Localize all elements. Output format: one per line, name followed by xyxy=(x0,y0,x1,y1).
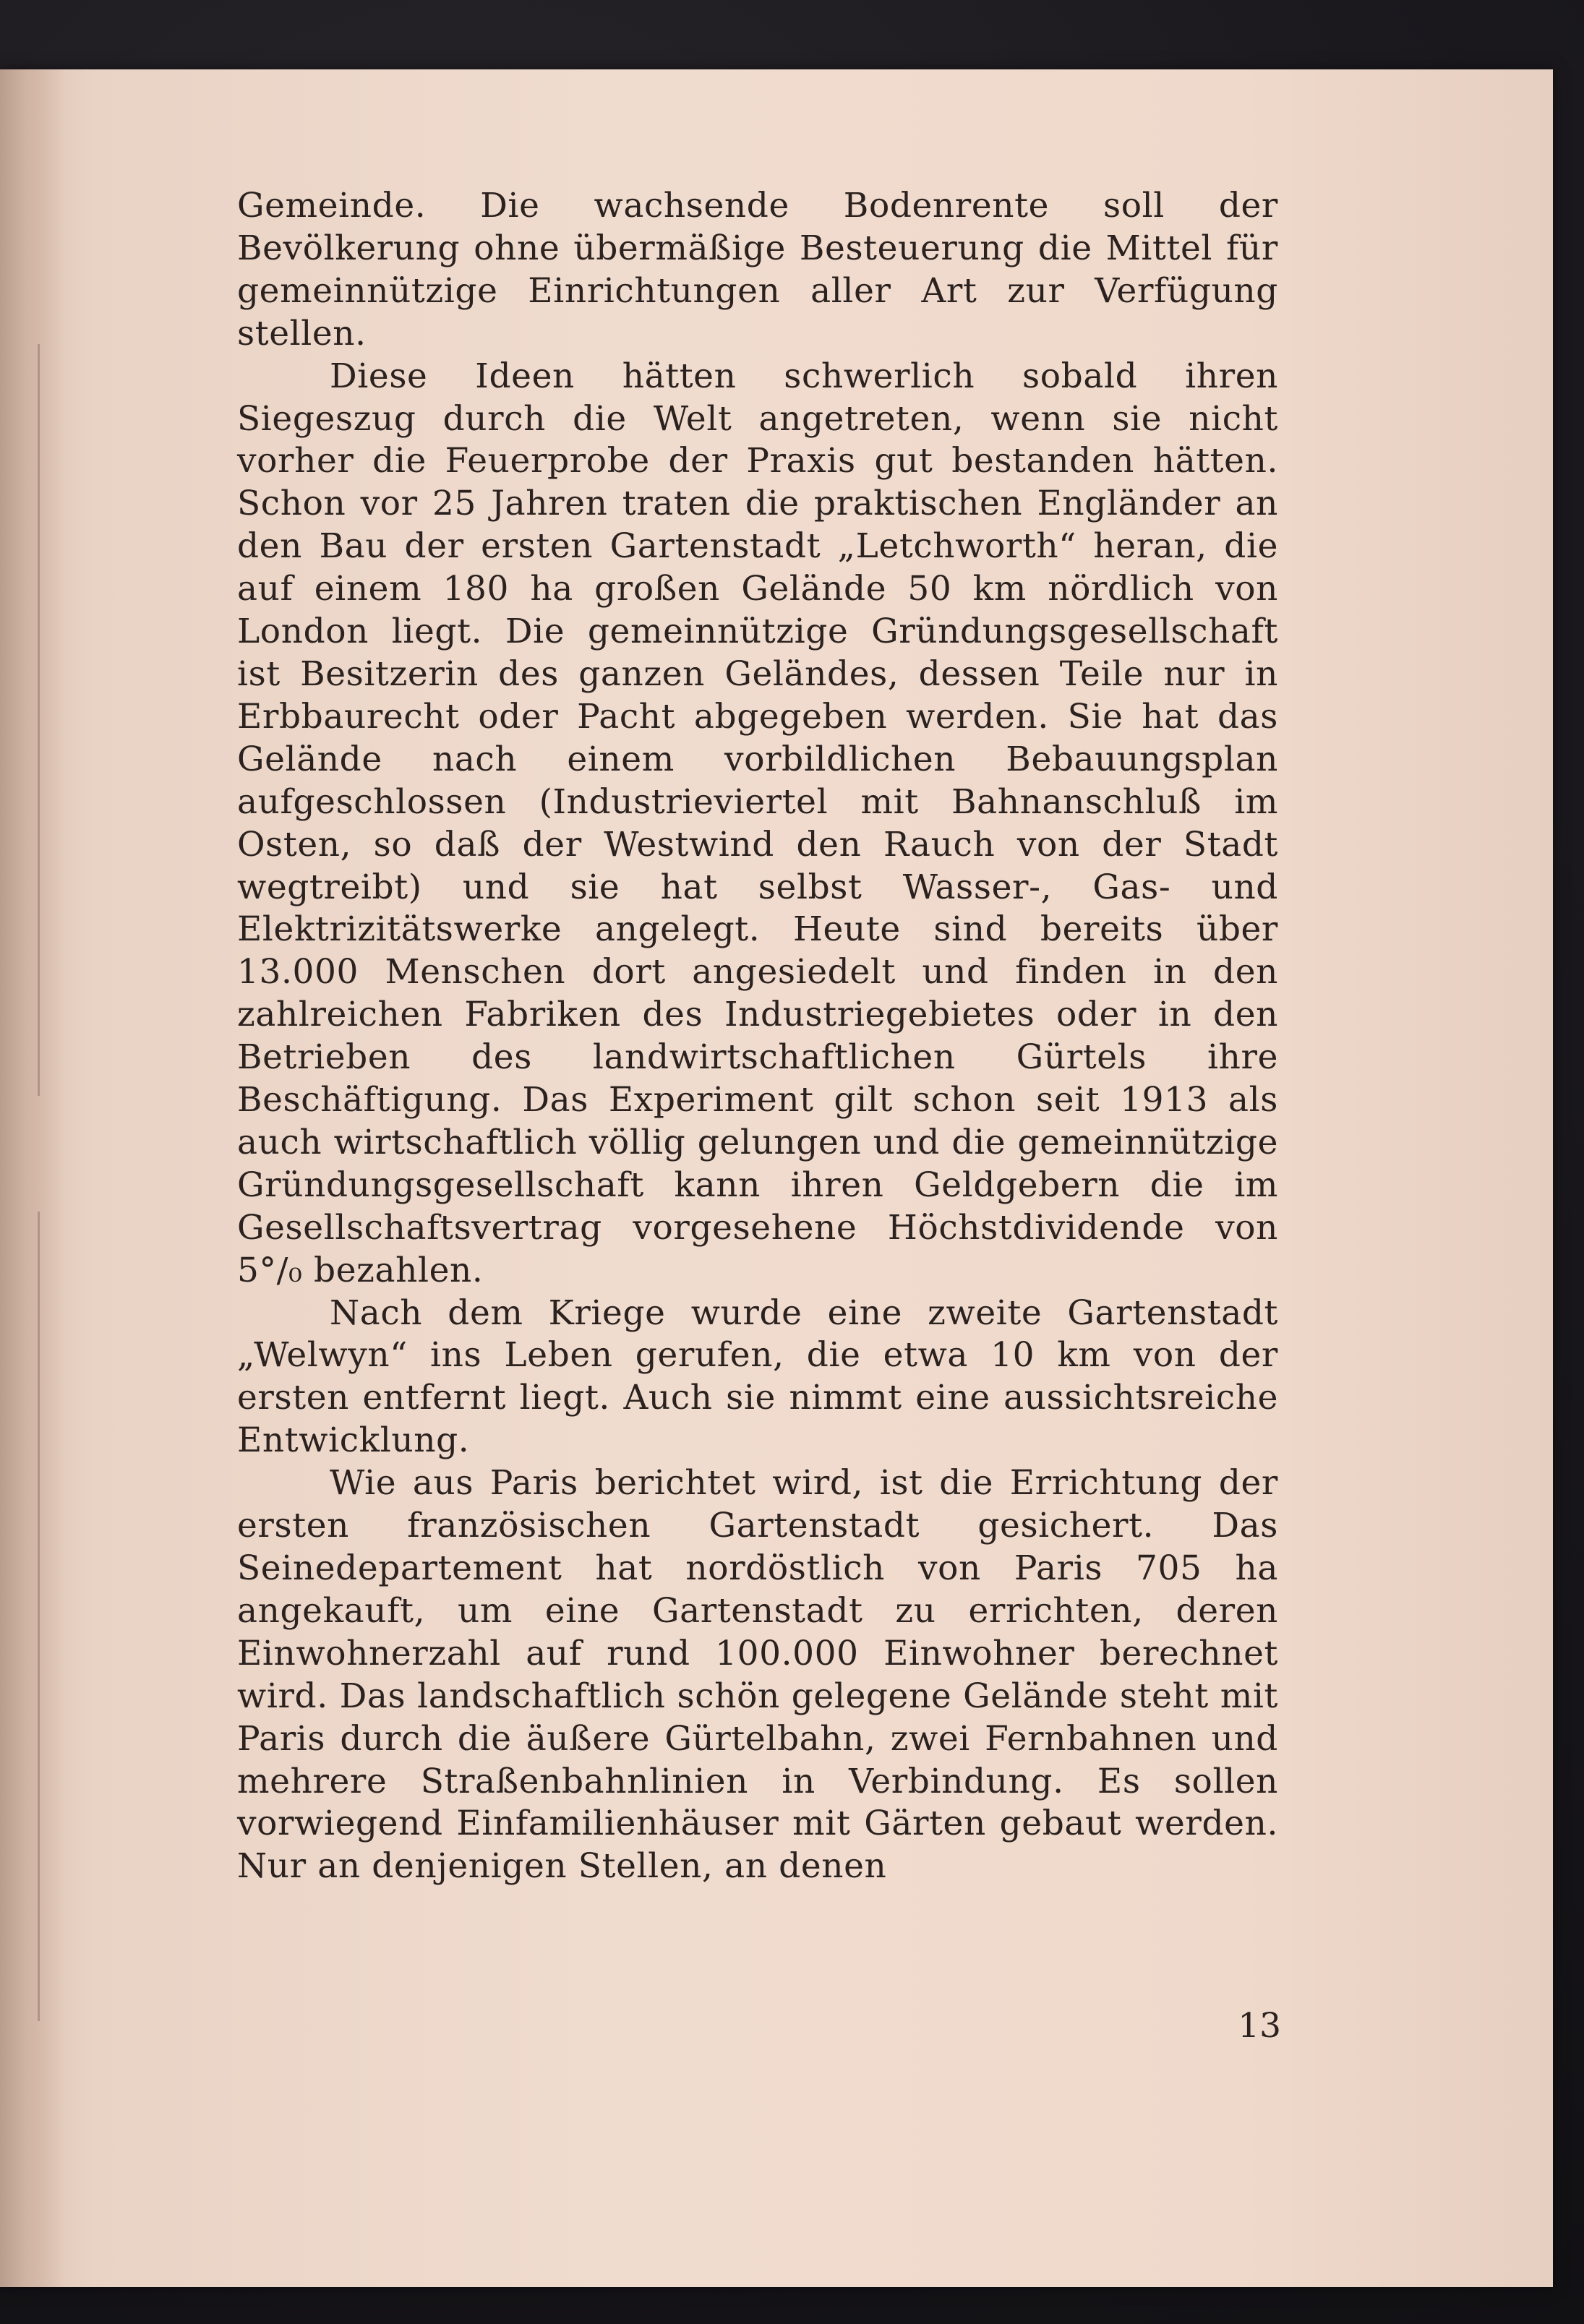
body-text xyxy=(237,185,1278,1888)
page-gutter xyxy=(0,69,65,2287)
binding-stitch xyxy=(38,344,46,1096)
page-number: 13 xyxy=(1238,2006,1281,2046)
paragraph-letchworth: Diese Ideen hätten schwerlich sobald ihren Siegeszug durch die Welt angetreten, wenn sie nicht vorher die Feuerprobe der Praxis gut bestanden hätten. Schon vor 25 Jahren traten die praktischen Engländer an den Bau der ersten Gartenstadt „Letchworth“ heran, die auf einem 180 ha großen Gelände 50 km nördlich von London liegt. Die gemeinnützige Gründungsgesellschaft ist Besitzerin des ganzen Geländes, dessen Teile nur in Erbbaurecht oder Pacht abgegeben werden. Sie hat das Gelände nach einem vorbildlichen Bebauungsplan aufgeschlossen (Industrieviertel mit Bahnanschluß im Osten, so daß der Westwind den Rauch von der Stadt wegtreibt) und sie hat selbst Wasser-, Gas- und Elektrizitätswerke angelegt. Heute sind bereits über 13.000 Menschen dort angesiedelt und finden in den zahlreichen Fabriken des Industriegebietes oder in den Betrieben des landwirtschaftlichen Gürtels ihre Beschäftigung. Das Experiment gilt schon seit 1913 als auch wirtschaftlich völlig gelungen und die gemeinnützige Gründungsgesellschaft kann ihren Geldgebern die im Gesellschaftsvertrag vorgesehene Höchstdividende von 5°/₀ bezahlen. xyxy=(237,356,1278,1290)
binding-stitch xyxy=(38,1212,46,2021)
paragraph-paris: Wie aus Paris berichtet wird, ist die Errichtung der ersten französischen Gartenstadt gesichert. Das Seinedepartement hat nordöstlich von Paris 705 ha angekauft, um eine Gartenstadt zu errichten, deren Einwohnerzahl auf rund 100.000 Einwohner berechnet wird. Das landschaftlich schön gelegene Gelände steht mit Paris durch die äußere Gürtelbahn, zwei Fernbahnen und mehrere Straßenbahnlinien in Verbindung. Es sollen vorwiegend Einfamilienhäuser mit Gärten gebaut werden. Nur an denjenigen Stellen, an denen xyxy=(237,1463,1278,1887)
paragraph-continued: Gemeinde. Die wachsende Bodenrente soll der Bevölkerung ohne übermäßige Besteuerung die Mittel für gemeinnützige Einrichtungen aller Art zur Verfügung stellen. xyxy=(237,186,1278,353)
paragraph-welwyn: Nach dem Kriege wurde eine zweite Gartenstadt „Welwyn“ ins Leben gerufen, die etwa 10 km von der ersten entfernt liegt. Auch sie nimmt eine aussichtsreiche Entwicklung. xyxy=(237,1292,1278,1461)
